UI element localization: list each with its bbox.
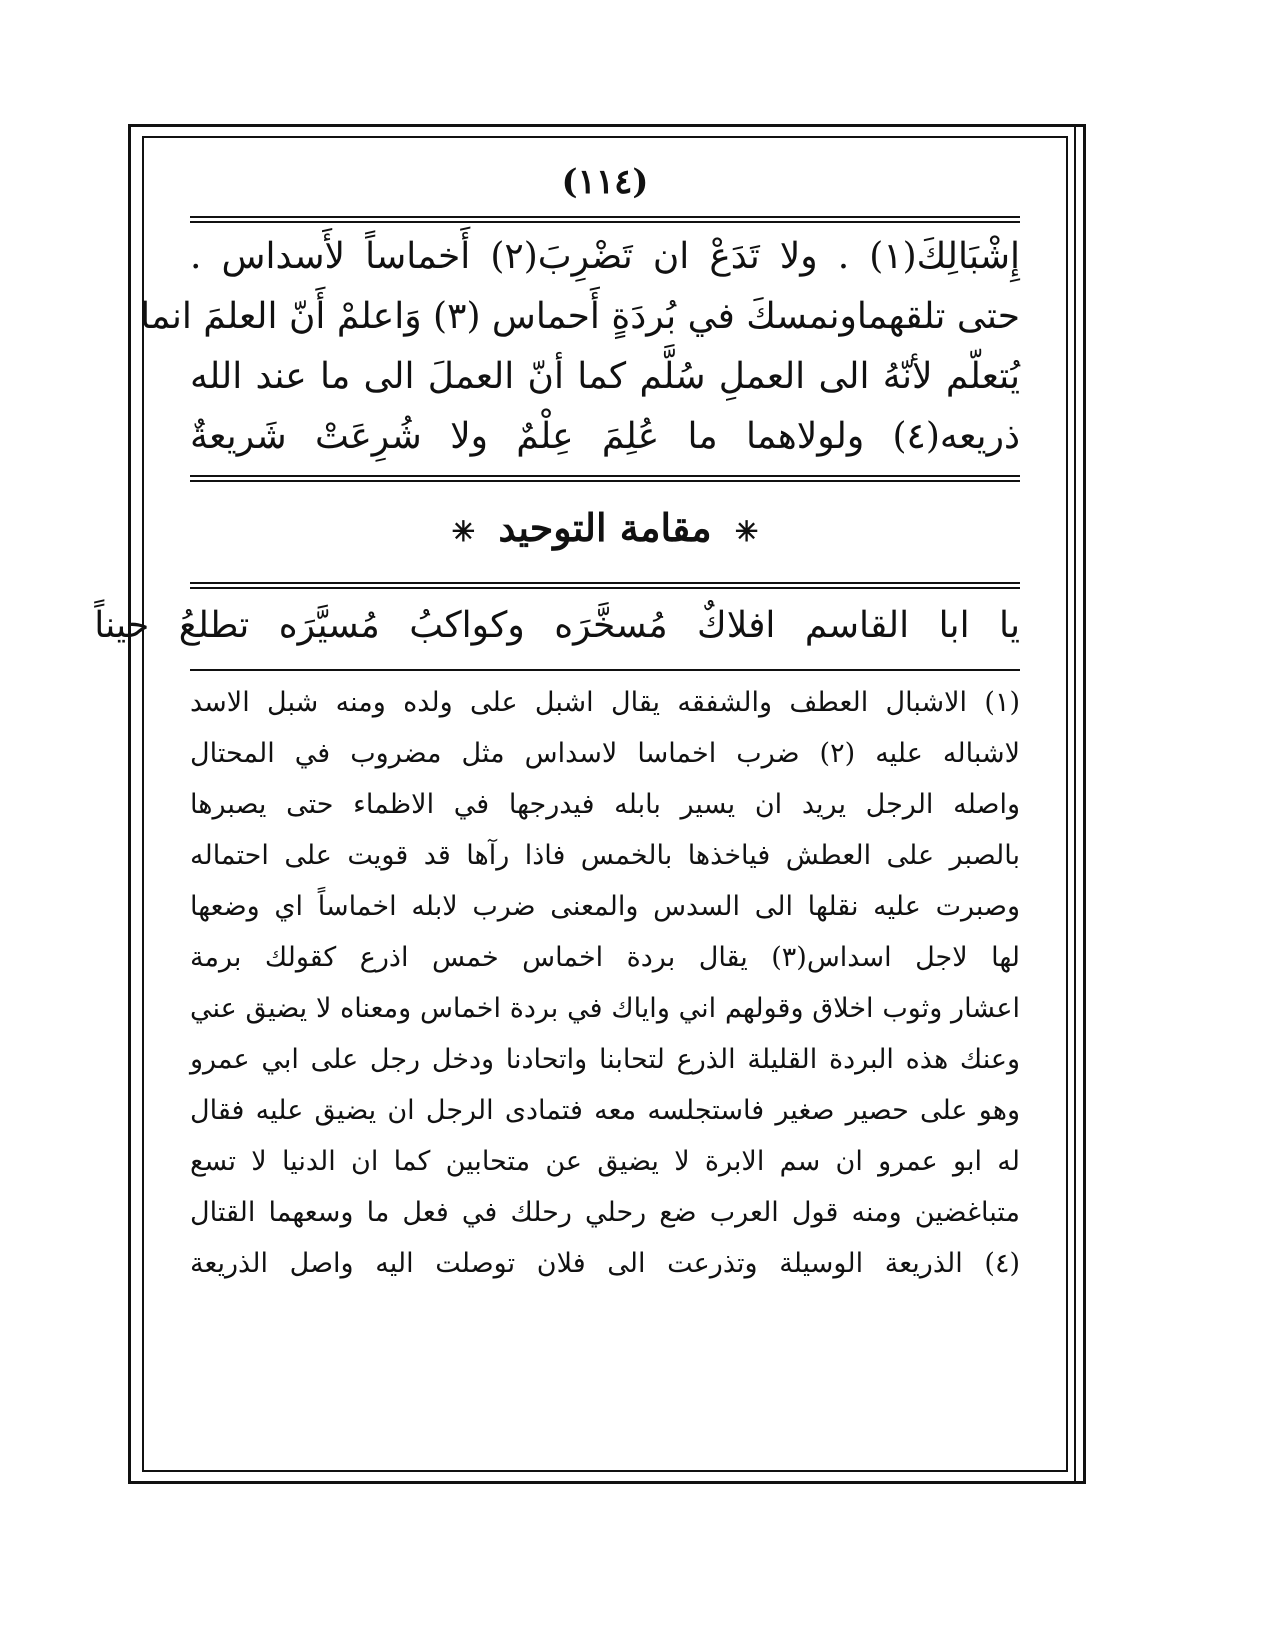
footnote-line: واصله الرجل يريد ان يسير بابله فيدرجها في الاظماء حتى يصبرها (190, 789, 1020, 820)
footnote-line: وهو على حصير صغير فاستجلسه معه فتمادى الرجل ان يضيق عليه فقال (190, 1095, 1020, 1126)
footnote-line: وصبرت عليه نقلها الى السدس والمعنى ضرب لابله اخماساً اي وضعها (190, 891, 1020, 922)
page-content (94, 150, 1021, 1450)
main-text-line: حتى تلقهماونمسكَ في بُردَةٍ أَحماس (٣) وَاعلمْ أَنّ العلمَ انما (140, 296, 1020, 337)
footnote-line: له ابو عمرو ان سم الابرة لا يضيق عن متحابين كما ان الدنيا لا تسع (190, 1146, 1021, 1177)
main-text (140, 227, 1020, 467)
main-text-line: يُتعلّم لأنّهُ الى العملِ سُلَّم كما أنّ العملَ الى ما عند الله (190, 356, 1020, 397)
footnote-line: متباغضين ومنه قول العرب ضع رحلي رحلك في فعل ما وسعهما القتال (190, 1197, 1020, 1228)
main-text-line: إِشْبَالِكَ(١) . ولا تَدَعْ ان تَضْرِبَ(٢) أَخماساً لأَسداس . (190, 236, 1020, 277)
footnote-line: وعنك هذه البردة القليلة الذرع لتحابنا واتحادنا ودخل رجل على ابي عمرو (190, 1044, 1020, 1075)
main-text-line: ذريعه(٤) ولولاهما ما عُلِمَ عِلْمٌ ولا شُرِعَتْ شَريعةٌ (190, 416, 1020, 457)
footnote-line: (١) الاشبال العطف والشفقه يقال اشبل على ولده ومنه شبل الاسد (190, 687, 1020, 718)
section-heading (190, 482, 1020, 574)
page-number: (١١٤) (561, 162, 649, 202)
ornament-icon: ✳ (451, 514, 476, 548)
footnotes (190, 677, 1020, 1289)
section-divider-top (190, 475, 1020, 482)
footnote-line: لاشباله عليه (٢) ضرب اخماسا لاسداس مثل مضروب في المحتال (190, 738, 1021, 769)
section-divider-bottom (190, 582, 1020, 589)
page-frame-right-rule (1074, 124, 1076, 1484)
footnote-line: لها لاجل اسداس(٣) يقال بردة اخماس خمس اذرع كقولك برمة (190, 942, 1020, 973)
footnote-line: اعشار وثوب اخلاق وقولهم اني واياك في بردة اخماس ومعناه لا يضيق عني (190, 993, 1020, 1024)
footnote-line: بالصبر على العطش فياخذها بالخمس فاذا رآها قد قويت على احتماله (190, 840, 1020, 871)
section-heading-text: مقامة التوحيد (498, 505, 712, 550)
verse-line: يا ابا القاسم افلاكٌ مُسخَّرَه وكواكبُ مُسيَّرَه تطلعُ حيناً (94, 605, 1020, 646)
top-divider (190, 216, 1020, 223)
footnote-line: (٤) الذريعة الوسيلة وتذرعت الى فلان توصلت اليه واصل الذريعة (190, 1248, 1020, 1279)
footnote-divider (190, 669, 1020, 671)
ornament-icon: ✳ (734, 514, 759, 548)
